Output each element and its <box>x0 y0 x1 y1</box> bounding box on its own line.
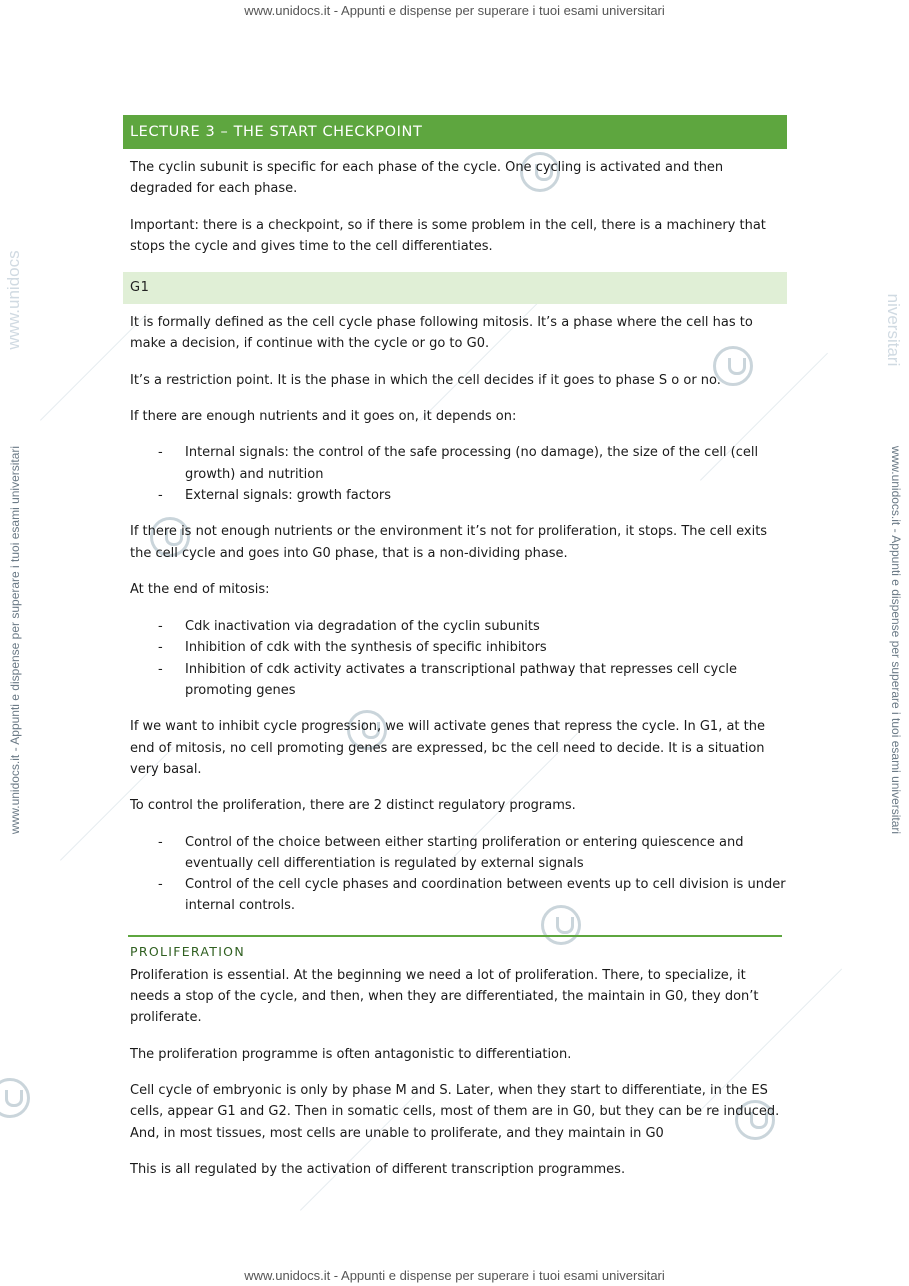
paragraph: At the end of mitosis: <box>130 581 270 597</box>
paragraph: Proliferation is essential. At the beginning we need a lot of proliferation. There, to specialize, it needs a stop of the cycle, and then, when they are differentiated, the maintain in G0, they don’t proliferate. <box>130 967 759 1026</box>
paragraph: Cell cycle of embryonic is only by phase M and S. Later, when they start to differentiate, in the ES cells, appear G1 and G2. Then in somatic cells, most of them are in G0, but they can be re induced. And, in most tissues, most cells are unable to proliferate, and they maintain in G0 <box>130 1082 780 1141</box>
list-item: - Inhibition of cdk activity activates a transcriptional pathway that represses cell cycle promoting genes <box>185 659 787 702</box>
list-item: - External signals: growth factors <box>185 485 787 506</box>
bullet-list <box>123 442 787 506</box>
section-heading-label: PROLIFERATION <box>130 943 245 959</box>
watermark-ghost-left: www.unidocs <box>4 250 23 350</box>
section-heading-proliferation <box>128 935 782 959</box>
watermark-logo-icon <box>0 1078 30 1118</box>
paragraph: Important: there is a checkpoint, so if there is some problem in the cell, there is a machinery that stops the cycle and gives time to the cell differentiates. <box>130 217 766 254</box>
watermark-ghost-right: niversitari <box>884 293 903 367</box>
watermark-header: www.unidocs.it - Appunti e dispense per superare i tuoi esami universitari <box>244 3 665 18</box>
list-item: - Inhibition of cdk with the synthesis of specific inhibitors <box>185 637 787 658</box>
section-heading-g1: G1 <box>123 272 787 304</box>
bullet-list <box>123 832 787 917</box>
paragraph: It is formally defined as the cell cycle phase following mitosis. It’s a phase where the cell has to make a decision, if continue with the cycle or go to G0. <box>130 315 753 352</box>
document-body <box>123 115 787 1195</box>
list-item: - Control of the cell cycle phases and coordination between events up to cell division is under internal controls. <box>185 874 787 917</box>
list-item: - Internal signals: the control of the safe processing (no damage), the size of the cell (cell growth) and nutrition <box>185 442 787 485</box>
list-item: - Cdk inactivation via degradation of the cyclin subunits <box>185 616 787 637</box>
paragraph: If there are enough nutrients and it goes on, it depends on: <box>130 409 517 425</box>
list-item: - Control of the choice between either starting proliferation or entering quiescence and eventually cell differentiation is regulated by external signals <box>185 832 787 875</box>
paragraph: The cyclin subunit is specific for each phase of the cycle. One cycling is activated and then degraded for each phase. <box>130 160 724 197</box>
watermark-side-right: www.unidocs.it - Appunti e dispense per superare i tuoi esami universitari <box>889 445 903 835</box>
lecture-heading: LECTURE 3 – THE START CHECKPOINT <box>123 115 787 149</box>
paragraph: This is all regulated by the activation of different transcription programmes. <box>130 1161 626 1177</box>
paragraph: If there is not enough nutrients or the environment it’s not for proliferation, it stops. The cell exits the cell cycle and goes into G0 phase, that is a non-dividing phase. <box>130 524 768 561</box>
paragraph: If we want to inhibit cycle progression, we will activate genes that repress the cycle. In G1, at the end of mitosis, no cell promoting genes are expressed, bc the cell need to decide. It is a situation very basal. <box>130 719 765 777</box>
paragraph: To control the proliferation, there are 2 distinct regulatory programs. <box>130 798 576 814</box>
bullet-list <box>123 616 787 701</box>
watermark-footer: www.unidocs.it - Appunti e dispense per superare i tuoi esami universitari <box>244 1268 665 1283</box>
paragraph: The proliferation programme is often antagonistic to differentiation. <box>130 1046 572 1062</box>
paragraph: It’s a restriction point. It is the phase in which the cell decides if it goes to phase S o or no. <box>130 372 721 388</box>
watermark-side-left: www.unidocs.it - Appunti e dispense per superare i tuoi esami universitari <box>8 445 22 835</box>
